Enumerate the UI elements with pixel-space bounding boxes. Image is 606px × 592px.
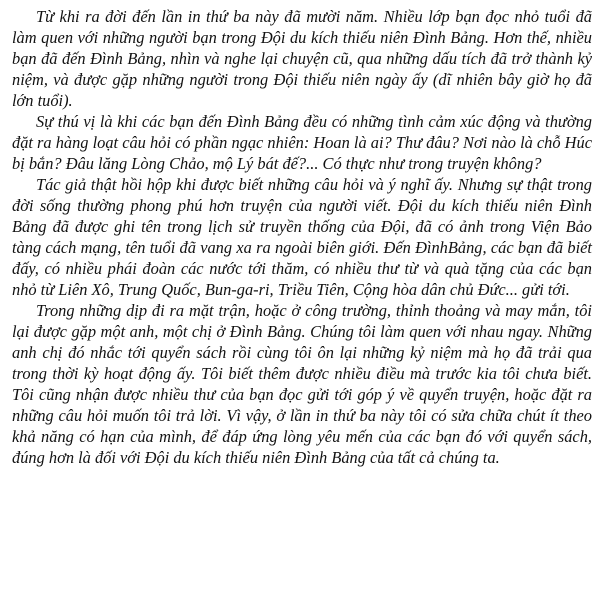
paragraph-2: Sự thú vị là khi các bạn đến Đình Bảng đều có những tình cảm xúc động và thường đặt ra hàng loạt câu hỏi có phần ngạc nhiên: Hoan là ai? Thư đâu? Nơi nào là chỗ Húc bị bắn? Đâu lăng Lòng Chảo, mộ Lý bát đế?... Có thực như trong truyện không? [12,112,592,173]
paragraph-1: Từ khi ra đời đến lần in thứ ba này đã mười năm. Nhiều lớp bạn đọc nhỏ tuổi đã làm quen với những người bạn trong Đội du kích thiếu niên Đình Bảng. Hơn thế, nhiều bạn đã đến Đình Bảng, nhìn và nghe lại chuyện cũ, qua những dấu tích đã trở thành kỷ niệm, và được gặp những người trong Đội thiếu niên ngày ấy (dĩ nhiên bây giờ họ đã lớn tuổi). [12,7,592,110]
paragraph-3: Tác giả thật hồi hộp khi được biết những câu hỏi và ý nghĩ ấy. Nhưng sự thật trong đời sống thường phong phú hơn truyện của người viết. Đội du kích thiếu niên Đình Bảng đã được ghi tên trong lịch sử truyền thống của Đội, đã có ảnh trong Viện Bảo tàng cách mạng, tên tuổi đã vang xa ra ngoài biên giới. Đến ĐìnhBảng, các bạn đã biết đấy, có nhiều phái đoàn các nước tới thăm, có nhiều thư từ và quà tặng của các bạn nhỏ từ Liên Xô, Trung Quốc, Bun-ga-ri, Triều Tiên, Cộng hòa dân chủ Đức... gửi tới. [12,175,592,299]
paragraph-4: Trong những dịp đi ra mặt trận, hoặc ở công trường, thỉnh thoảng và may mắn, tôi lại được gặp một anh, một chị ở Đình Bảng. Chúng tôi làm quen với nhau ngay. Những anh chị đó nhắc tới quyển sách rồi cùng tôi ôn lại những kỷ niệm mà họ đã trải qua trong thời kỳ hoạt động ấy. Tôi biết thêm được nhiều điều mà trước kia tôi chưa biết. Tôi cũng nhận được nhiều thư của bạn đọc gửi tới góp ý về quyển truyện, hoặc đặt ra những câu hỏi muốn tôi trả lời. Vì vậy, ở lần in thứ ba này tôi có sửa chữa chút ít theo khả năng có hạn của mình, để đáp ứng lòng yêu mến của các bạn đó với quyển sách, đúng hơn là đối với Đội du kích thiếu niên Đình Bảng của tất cả chúng ta. [12,301,592,467]
